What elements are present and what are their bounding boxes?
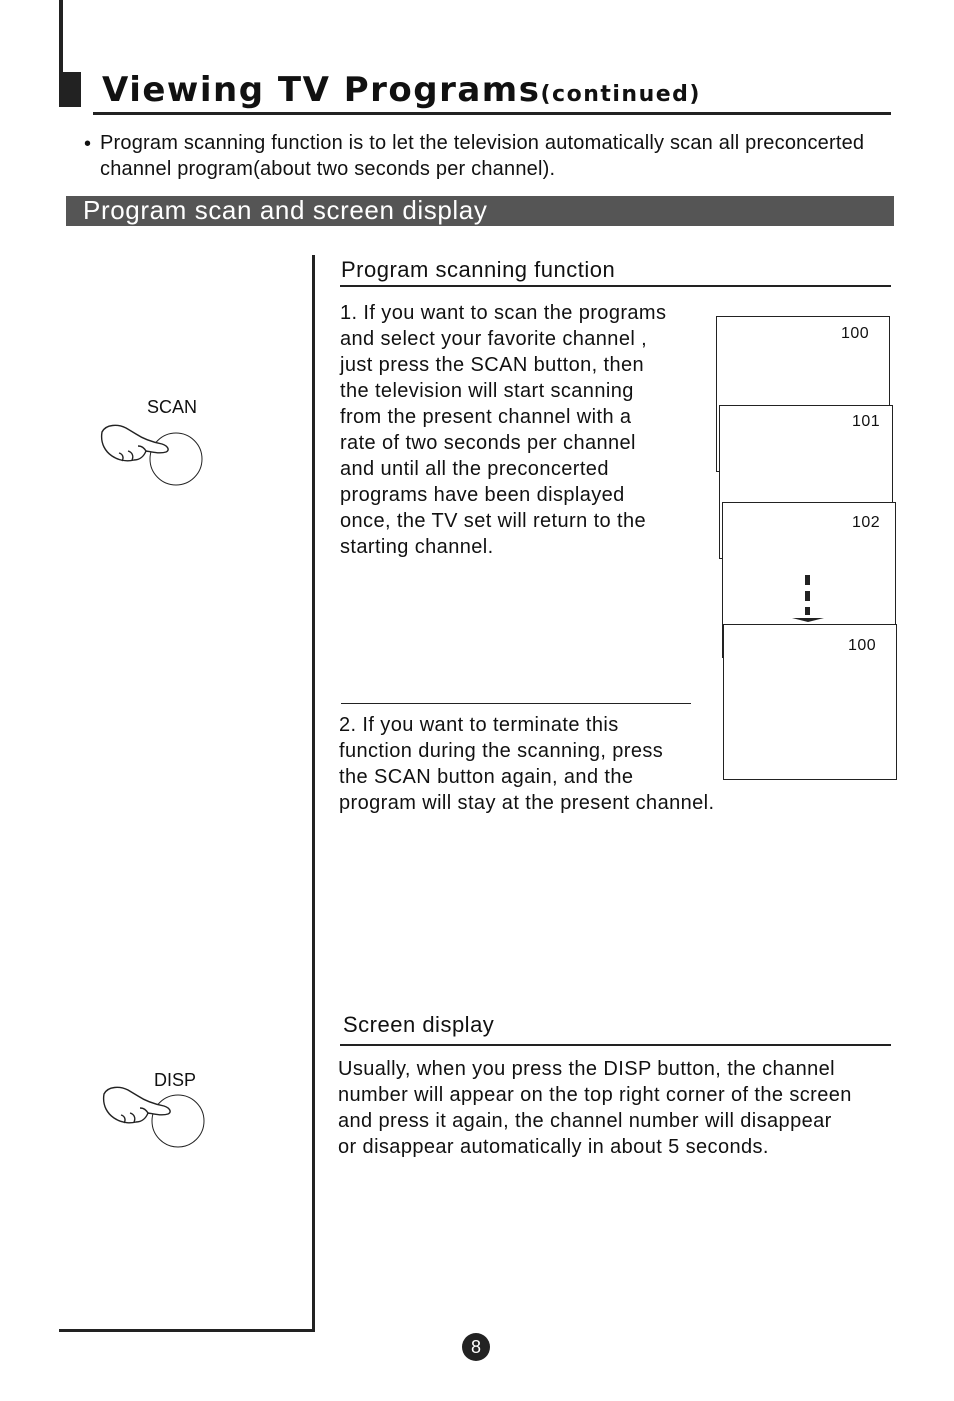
title-underline: [93, 112, 891, 115]
scan-step-2: 2. If you want to terminate this function during the scanning, press the SCAN button again, and the program will stay at the present channel.: [339, 714, 715, 814]
round-button-icon: [150, 433, 202, 485]
channel-number: 102: [852, 514, 881, 531]
scan-heading-underline: [340, 285, 891, 287]
page-title-subtitle: (continued): [540, 82, 701, 107]
disp-button-illustration: [100, 1080, 220, 1160]
step-divider: [341, 703, 691, 704]
display-heading-underline: [340, 1044, 891, 1046]
tv-screen-frame: [723, 624, 897, 780]
bottom-rule: [59, 1329, 315, 1332]
column-divider: [312, 255, 315, 1332]
display-paragraph: Usually, when you press the DISP button, the channel number will appear on the top right corner of the screen and press it again, the channel number will disappear or disappear automatically in about 5 seconds.: [338, 1058, 852, 1158]
dashed-down-arrow-icon: [790, 574, 826, 624]
scan-button-label: SCAN: [147, 397, 198, 417]
page-number-badge: 8: [462, 1333, 490, 1361]
channel-number: 100: [841, 325, 870, 342]
intro-paragraph: Program scanning function is to let the television automatically scan all preconcerted channel program(about two seconds per channel).: [100, 132, 865, 180]
page-title-main: Viewing TV Programs: [102, 70, 541, 110]
intro-bullet: •: [84, 133, 92, 155]
scan-section-heading: Program scanning function: [341, 257, 616, 282]
page-title: [102, 70, 701, 110]
title-marker-block: [59, 72, 81, 107]
display-section-heading: Screen display: [343, 1012, 495, 1037]
round-button-icon: [152, 1095, 204, 1147]
channel-number: 101: [852, 413, 881, 430]
scan-step-1: 1. If you want to scan the programs and select your favorite channel , just press the SCAN button, then the television will start scanning from the present channel with a rate of two seconds per channel and until all the preconcerted programs have been displayed once, the TV set will return to the starting channel.: [340, 302, 667, 558]
scan-button-illustration: [96, 418, 216, 498]
channel-number: 100: [848, 637, 877, 654]
disp-button-label: DISP: [154, 1070, 197, 1090]
section-title: Program scan and screen display: [83, 195, 488, 225]
